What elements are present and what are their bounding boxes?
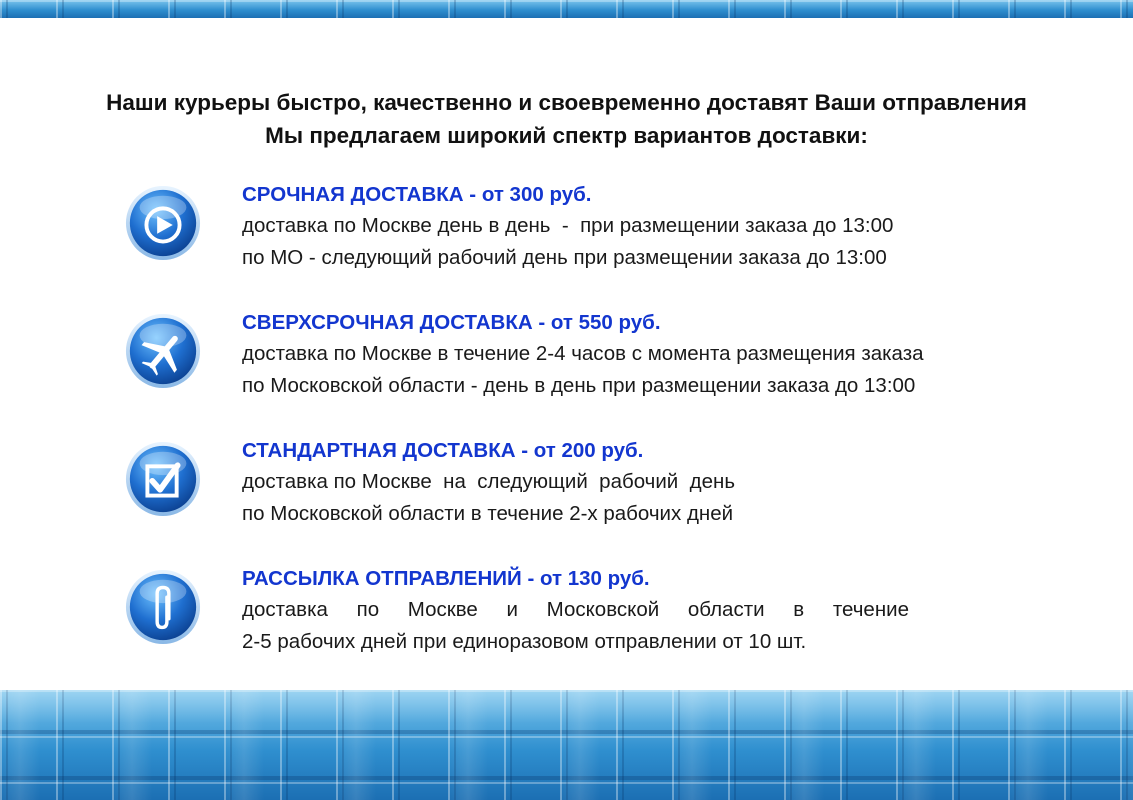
airplane-icon bbox=[124, 312, 202, 390]
service-standard-line-1: доставка по Москве на следующий рабочий день bbox=[242, 470, 736, 493]
play-icon bbox=[124, 184, 202, 262]
service-express-line-1: доставка по Москве в течение 2-4 часов с момента размещения заказа bbox=[242, 342, 924, 365]
service-express bbox=[0, 308, 1133, 418]
service-urgent bbox=[0, 180, 1133, 290]
service-urgent-title: СРОЧНАЯ ДОСТАВКА - от 300 руб. bbox=[242, 183, 592, 206]
service-express-line-2: по Московской области - день в день при размещении заказа до 13:00 bbox=[242, 374, 916, 397]
paperclip-icon bbox=[124, 568, 202, 646]
service-mailing bbox=[0, 564, 1133, 674]
service-standard bbox=[0, 436, 1133, 546]
service-mailing-line-2: 2-5 рабочих дней при единоразовом отправлении от 10 шт. bbox=[242, 630, 807, 653]
service-standard-line-2: по Московской области в течение 2-х рабочих дней bbox=[242, 502, 734, 525]
headline-line-2: Мы предлагаем широкий спектр вариантов доставки: bbox=[265, 123, 868, 148]
top-tile-band bbox=[0, 0, 1133, 18]
service-standard-title: СТАНДАРТНАЯ ДОСТАВКА - от 200 руб. bbox=[242, 439, 644, 462]
page-headline bbox=[0, 86, 1133, 152]
service-urgent-line-2: по МО - следующий рабочий день при размещении заказа до 13:00 bbox=[242, 246, 887, 269]
bottom-tile-band bbox=[0, 690, 1133, 800]
service-mailing-line-1: доставка по Москве и Московской области в течение bbox=[242, 598, 909, 621]
checkbox-icon bbox=[124, 440, 202, 518]
headline-line-1: Наши курьеры быстро, качественно и своевременно доставят Ваши отправления bbox=[106, 90, 1027, 115]
service-urgent-line-1: доставка по Москве день в день - при размещении заказа до 13:00 bbox=[242, 214, 894, 237]
service-mailing-title: РАССЫЛКА ОТПРАВЛЕНИЙ - от 130 руб. bbox=[242, 567, 650, 590]
service-express-title: СВЕРХСРОЧНАЯ ДОСТАВКА - от 550 руб. bbox=[242, 311, 661, 334]
